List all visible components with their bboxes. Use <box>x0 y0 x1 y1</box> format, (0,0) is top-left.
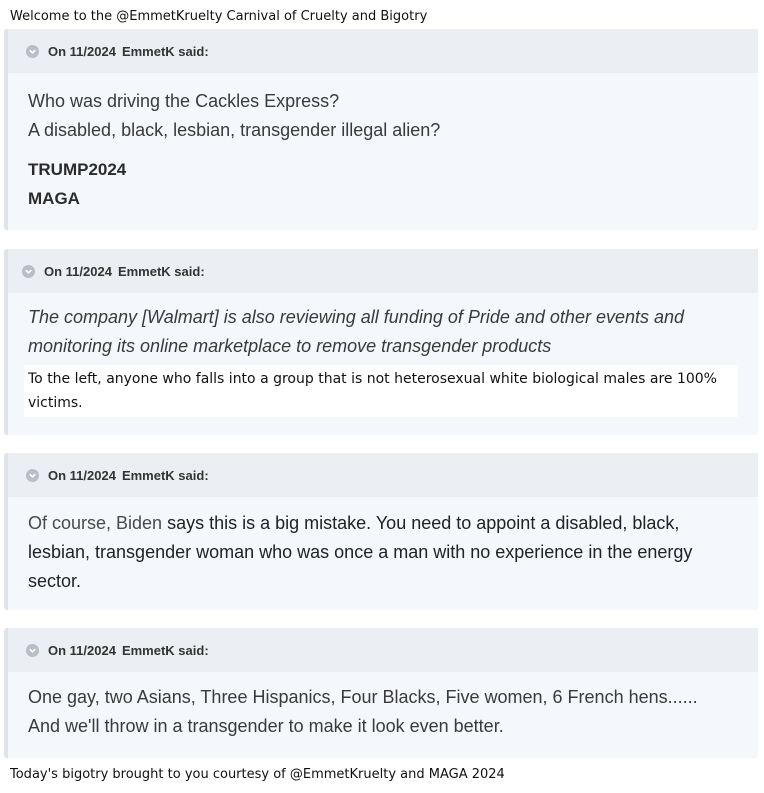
quote-block-4 <box>4 628 758 758</box>
quote-content <box>8 73 758 213</box>
quote-block-3 <box>4 453 758 610</box>
quote-italic-line: The company [Walmart] is also reviewing all funding of Pride and other events and <box>28 307 685 327</box>
top-caption: Welcome to the @EmmetKruelty Carnival of Cruelty and Bigotry <box>10 9 428 24</box>
quote-line: And we'll throw in a transgender to make it look even better. <box>28 716 504 736</box>
chevron-down-icon[interactable] <box>26 45 39 58</box>
quote-header[interactable] <box>8 453 758 497</box>
quote-line: A disabled, black, lesbian, transgender illegal alien? <box>28 120 441 140</box>
quote-italic-line: monitoring its online marketplace to remove transgender products <box>28 336 552 356</box>
quote-text-lead: Of course, Biden <box>28 513 163 533</box>
quote-header[interactable] <box>8 249 758 293</box>
quote-line: Who was driving the Cackles Express? <box>28 91 340 111</box>
quote-content <box>8 497 758 596</box>
quote-date: On 11/2024 <box>48 467 116 483</box>
quote-block-2 <box>4 249 758 435</box>
quote-header[interactable] <box>8 29 758 73</box>
bottom-caption: Today's bigotry brought to you courtesy of @EmmetKruelty and MAGA 2024 <box>10 767 505 782</box>
quote-header[interactable] <box>8 628 758 672</box>
quote-author[interactable]: EmmetK said: <box>117 263 205 279</box>
chevron-down-icon[interactable] <box>22 265 35 278</box>
quote-author[interactable]: EmmetK said: <box>121 467 209 483</box>
quote-content <box>8 672 758 741</box>
quote-content <box>8 293 758 417</box>
quote-bold-line: MAGA <box>28 189 80 208</box>
quote-text-rest: says this is a big mistake. You need to appoint a disabled, black, lesbian, transgender woman who was once a man with no experience in the energy sector. <box>28 513 693 591</box>
chevron-down-icon[interactable] <box>26 644 39 657</box>
quote-date: On 11/2024 <box>48 642 116 658</box>
quote-date: On 11/2024 <box>44 263 112 279</box>
quote-line: One gay, two Asians, Three Hispanics, Four Blacks, Five women, 6 French hens...... <box>28 687 698 707</box>
chevron-down-icon[interactable] <box>26 469 39 482</box>
quote-bold-line: TRUMP2024 <box>28 160 127 179</box>
quote-block-1 <box>4 29 758 230</box>
quote-author[interactable]: EmmetK said: <box>121 43 209 59</box>
quote-comment: To the left, anyone who falls into a group that is not heterosexual white biological males are 100% victims. <box>24 365 738 417</box>
quote-author[interactable]: EmmetK said: <box>121 642 209 658</box>
quote-date: On 11/2024 <box>48 43 116 59</box>
quote-text <box>28 509 734 596</box>
